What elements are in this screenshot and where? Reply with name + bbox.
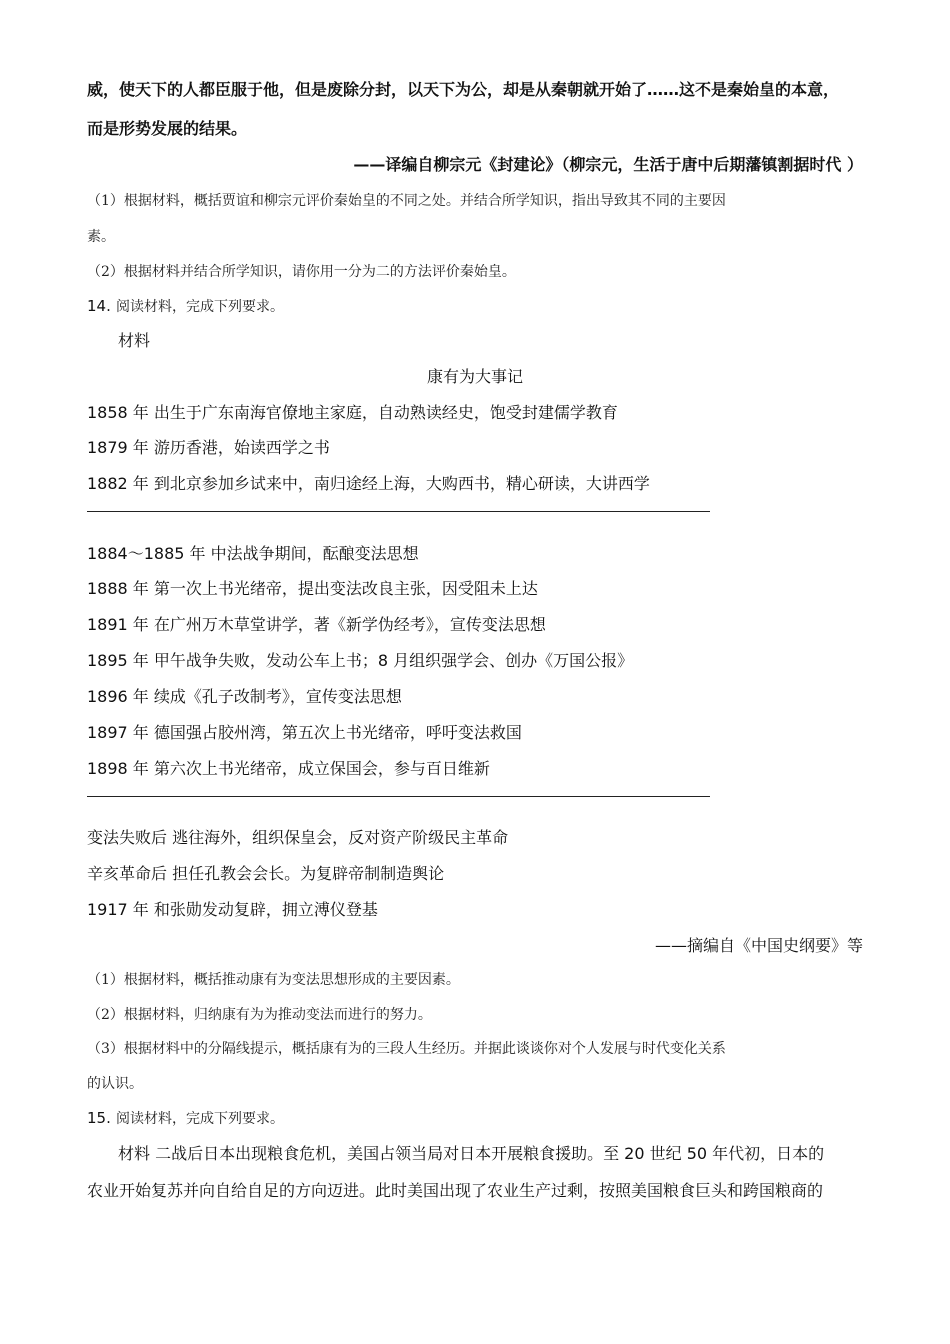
event-line: 1858 年 出生于广东南海官僚地主家庭，自动熟读经史，饱受封建儒学教育 — [87, 403, 618, 422]
event-line: 1898 年 第六次上书光绪帝，成立保国会，参与百日维新 — [87, 759, 490, 778]
q15-material-line-2: 农业开始复苏并向自给自足的方向迈进。此时美国出现了农业生产过剩，按照美国粮食巨头和跨国粮商的 — [87, 1181, 824, 1200]
event-line: 1896 年 续成《孔子改制考》，宣传变法思想 — [87, 687, 402, 706]
q14-question-2: （2）根据材料，归纳康有为为推动变法而进行的努力。 — [87, 1007, 432, 1023]
q15-header — [87, 1108, 284, 1129]
event-line: 1891 年 在广州万木草堂讲学，著《新学伪经考》，宣传变法思想 — [87, 615, 546, 634]
event-line: 1917 年 和张勋发动复辟，拥立溥仪登基 — [87, 900, 378, 919]
q14-prompt: 阅读材料，完成下列要求。 — [115, 299, 284, 315]
q14-header — [87, 296, 284, 317]
q14-question-3-line-1: （3）根据材料中的分隔线提示，概括康有为的三段人生经历。并据此谈谈你对个人发展与时代变化关系 — [87, 1041, 726, 1057]
passage-13-source: ——译编自柳宗元《封建论》（柳宗元，生活于唐中后期藩镇割据时代 ） — [353, 155, 863, 174]
event-line: 1888 年 第一次上书光绪帝，提出变法改良主张，因受阻未上达 — [87, 579, 538, 598]
q14-material-label: 材料 — [118, 331, 151, 350]
event-line: 1879 年 游历香港，始读西学之书 — [87, 438, 330, 457]
event-line: 1897 年 德国强占胶州湾，第五次上书光绪帝，呼吁变法救国 — [87, 723, 522, 742]
event-line: 1884～1885 年 中法战争期间，酝酿变法思想 — [87, 544, 419, 563]
q14-table-title: 康有为大事记 — [426, 367, 523, 386]
q13-question-1-line-1: （1）根据材料，概括贾谊和柳宗元评价秦始皇的不同之处。并结合所学知识，指出导致其不同的主要因 — [87, 193, 726, 209]
q14-question-1: （1）根据材料，概括推动康有为变法思想形成的主要因素。 — [87, 972, 460, 988]
q14-number: 14. — [87, 297, 111, 315]
event-line: 辛亥革命后 担任孔教会会长。为复辟帝制制造舆论 — [87, 864, 445, 883]
event-line: 1882 年 到北京参加乡试来中，南归途经上海，大购西书，精心研读，大讲西学 — [87, 474, 650, 493]
passage-13-bold-line-1: 威，使天下的人都臣服于他，但是废除分封，以天下为公，却是从秦朝就开始了……这不是秦始皇的本意， — [87, 80, 840, 99]
divider-line-2 — [87, 796, 710, 797]
q15-prompt: 阅读材料，完成下列要求。 — [115, 1111, 284, 1127]
q13-question-2: （2）根据材料并结合所学知识，请你用一分为二的方法评价秦始皇。 — [87, 264, 516, 280]
q15-material-line-1: 材料 二战后日本出现粮食危机，美国占领当局对日本开展粮食援助。至 20 世纪 50 年代初，日本的 — [118, 1144, 825, 1163]
q15-number: 15. — [87, 1109, 111, 1127]
passage-13-bold-line-2: 而是形势发展的结果。 — [87, 119, 248, 138]
divider-line-1 — [87, 511, 710, 512]
q14-source: ——摘编自《中国史纲要》等 — [654, 936, 863, 955]
q14-question-3-line-2: 的认识。 — [87, 1076, 143, 1092]
q13-question-1-line-2: 素。 — [87, 229, 115, 245]
event-line: 变法失败后 逃往海外，组织保皇会，反对资产阶级民主革命 — [87, 828, 509, 847]
event-line: 1895 年 甲午战争失败，发动公车上书；8 月组织强学会、创办《万国公报》 — [87, 651, 634, 670]
